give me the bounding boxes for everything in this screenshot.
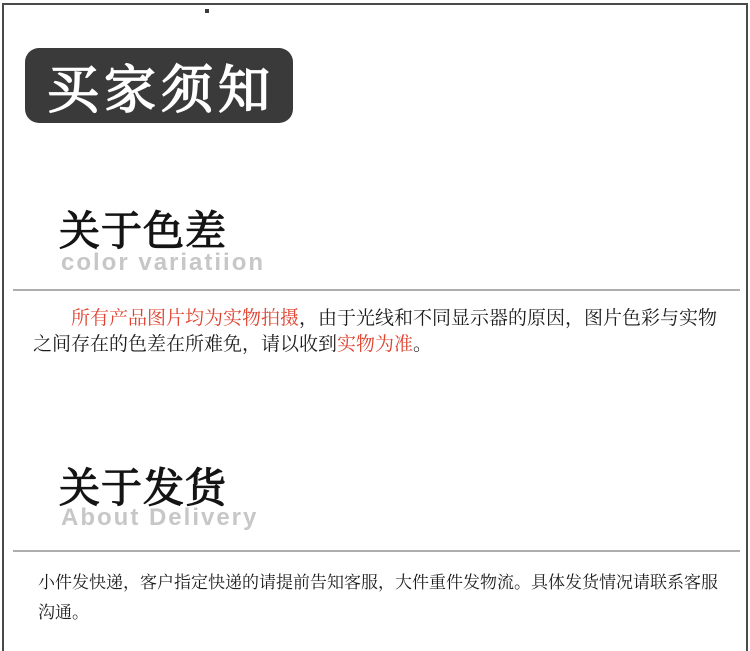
color-paragraph-black-text: ，由于光线和不同显示器的原因，图片色彩与实物 [299, 308, 718, 329]
delivery-paragraph-line-1: 小件发快递，客户指定快递的请提前告知客服，大件重件发物流。具体发货情况请联系客服 [38, 573, 718, 592]
delivery-section-paragraph [38, 568, 738, 628]
color-paragraph-black-text: 之间存在的色差在所难免，请以收到 [33, 334, 338, 355]
color-paragraph-black-text: 。 [413, 334, 433, 355]
page-border-left [2, 3, 4, 651]
dot-artifact [205, 9, 209, 13]
color-paragraph-line-2 [33, 332, 733, 358]
buyer-notice-badge-label: 买家须知 [46, 62, 275, 120]
color-section-subtitle: color variatiion [61, 249, 266, 276]
page-border-top [2, 3, 746, 5]
color-section-title: 关于色差 [59, 208, 227, 254]
color-section-divider [13, 289, 740, 291]
buyer-notice-badge [25, 48, 293, 123]
delivery-paragraph-line-2: 沟通。 [38, 603, 89, 622]
color-section-paragraph [33, 306, 733, 358]
page-border-right [746, 3, 748, 651]
color-paragraph-red-text: 所有产品图片均为实物拍摄 [71, 308, 300, 329]
color-paragraph-red-text: 实物为准 [337, 334, 414, 355]
delivery-section-title: 关于发货 [59, 465, 227, 511]
delivery-section-subtitle: About Delivery [61, 504, 259, 531]
color-paragraph-line-1 [33, 306, 733, 332]
delivery-section-divider [13, 550, 740, 552]
